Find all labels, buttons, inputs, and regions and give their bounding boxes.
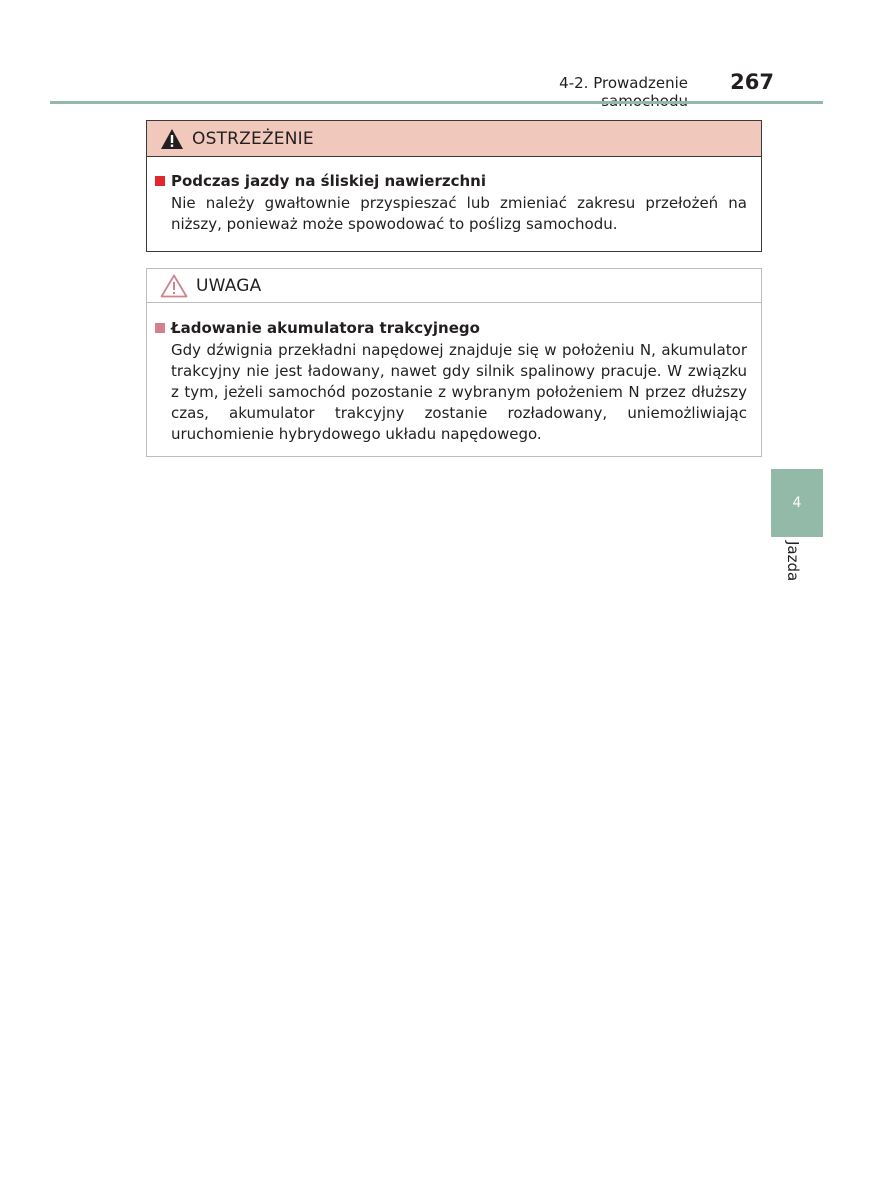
warning-box-title: OSTRZEŻENIE — [192, 128, 314, 149]
chapter-tab: 4 — [771, 469, 823, 537]
warning-item — [147, 157, 761, 235]
warning-item-title: Podczas jazdy na śliskiej nawierzchni — [171, 172, 486, 190]
caution-triangle-icon — [160, 274, 188, 298]
section-title: 4-2. Prowadzenie — [559, 74, 688, 92]
chapter-label: Jazda — [784, 541, 802, 582]
warning-box-header — [147, 121, 761, 157]
bullet-square-icon — [155, 176, 165, 186]
warning-triangle-icon — [160, 128, 184, 150]
notice-box-title: UWAGA — [196, 275, 262, 296]
warning-item-text: Nie należy gwałtownie przyspieszać lub zmieniać zakresu przełożeń na niższy, ponieważ może spowodować to poślizg samochodu. — [171, 194, 747, 233]
notice-box — [146, 268, 762, 457]
notice-item — [147, 303, 761, 445]
header-divider — [50, 101, 823, 104]
warning-box — [146, 120, 762, 252]
bullet-square-icon — [155, 323, 165, 333]
notice-item-title: Ładowanie akumulatora trakcyjnego — [171, 319, 480, 337]
notice-item-text: Gdy dźwignia przekładni napędowej znajduje się w położeniu N, akumulator trakcyjny nie jest ładowany, nawet gdy silnik spalinowy pracuje. W związku z tym, jeżeli samochód pozostanie z wybranym położeniem N przez dłuższy czas, akumulator trakcyjny zostanie rozładowany, uniemożliwiając uruchomienie hybrydowego układu napędowego. — [171, 341, 747, 443]
page-number: 267 — [730, 70, 774, 94]
notice-box-header — [147, 269, 761, 303]
